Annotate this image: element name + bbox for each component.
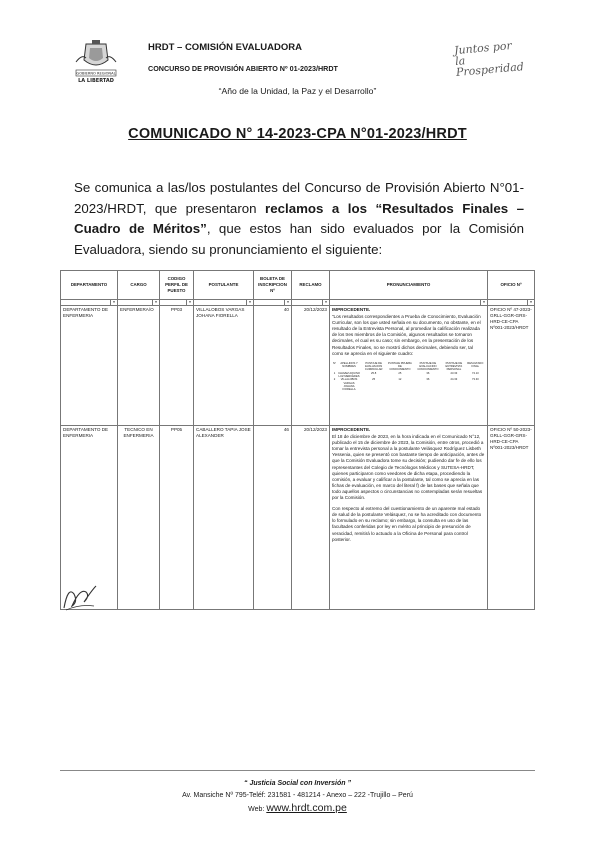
header-subtitle: CONCURSO DE PROVISIÓN ABIERTO Nº 01-2023/HRDT [148, 64, 338, 73]
cell-cargo: TECNICO EN ENFERMERIA [118, 426, 160, 610]
filter-dropdown-icon[interactable]: ▾ [152, 300, 159, 305]
col-header-codigo: CODIGO PERFIL DE PUESTO [160, 271, 194, 300]
mini-cell: 74.13 [471, 371, 479, 375]
filter-dropdown-icon[interactable]: ▾ [246, 300, 253, 305]
mini-header: Nº [333, 361, 336, 365]
verdict-label: IMPROCEDENTE. [332, 307, 371, 312]
claims-table [60, 270, 535, 610]
cell-codigo: PP03 [160, 306, 194, 426]
mini-cell: 25 [398, 371, 402, 375]
year-name: “Año de la Unidad, la Paz y el Desarrollo” [218, 86, 377, 96]
col-header-cargo: CARGO [118, 271, 160, 300]
mini-cell: 12 [398, 378, 402, 382]
svg-text:GOBIERNO REGIONAL: GOBIERNO REGIONAL [76, 71, 116, 76]
cell-postulante: CABALLERO TAPIA JOSE ALEXANDER [194, 426, 254, 610]
table-row [61, 426, 535, 610]
filter-dropdown-icon[interactable]: ▾ [110, 300, 117, 305]
cell-postulante: VILLALOBOS VARGAS JOHANA FIORELLA [194, 306, 254, 426]
intro-bold-claims: reclamos a los “Resultados Finales – Cuadro de Méritos” [74, 200, 524, 236]
filter-dropdown-icon[interactable]: ▾ [322, 300, 329, 305]
svg-text:LA LIBERTAD: LA LIBERTAD [78, 78, 114, 84]
cell-reclamo: 20/12/2023 [292, 306, 330, 426]
mini-cell: 73.33 [471, 378, 479, 382]
footer-web [0, 802, 595, 816]
mini-table-row [332, 378, 485, 391]
intro-text-end: , que estos han sido evaluados por la Comisión Evaluadora, siendo su pronunciamiento el siguiente: [74, 221, 524, 257]
filter-row [61, 300, 535, 306]
intro-paragraph [74, 178, 524, 260]
footer-motto: “ Justicia Social con Inversión ” [244, 780, 351, 787]
mini-header: PUNTAJE DE ENTREVISTA PERSONAL [445, 361, 463, 372]
mini-cell: 25 [372, 378, 376, 382]
col-header-reclamo: RECLAMO [292, 271, 330, 300]
mini-header: RESULTADO FINAL [467, 361, 484, 369]
pronouncement-text: El 18 de diciembre de 2023, en la hora indicada en el Comunicado N°12, publicado el 15 de diciembre de 2023, la Comisión, entre otros, procedió a tomar la entrevista personal a la postulante Velásquez Rodríguez Lisbeth Yessenia, quien se presentó con bastante tiempo de anticipación, antes de que la Comisión Evaluadora tome su decisión; pudiendo dar fe de ello los representantes del Colegio de Tecnólogos Médicos y SUTESA-HRDT, quienes participaron como veedores de dicha etapa, procediendo la comisión, a evaluar y calificar a la postulante, tal como se aprecia en las fichas de evaluación, en marco del literal f) de las bases que señala que todo aquellos aspectos o circunstancias no contempladas serán resueltas por la Comisión. [332, 434, 485, 501]
cell-pronunciamiento [330, 306, 488, 426]
filter-dropdown-icon[interactable]: ▾ [284, 300, 291, 305]
col-header-oficio: OFICIO Nº [488, 271, 535, 300]
website-link[interactable]: www.hrdt.com.pe [266, 802, 347, 814]
communique-title: COMUNICADO N° 14-2023-CPA N°01-2023/HRDT [128, 126, 467, 142]
table-header-row [61, 271, 535, 300]
table-row [61, 306, 535, 426]
pronouncement-text: “Los resultados correspondientes a Prueba de Conocimiento, Evaluación Curricular, son los que usted señala en su documento, no obstante, en el resultado de la Entrevista Personal, al promediar la calificación realizada de los tres miembros de la Comisión, algunos resultados se tornaron decimales, el cual es su caso; sin embargo, en la presentación de los Resultados Finales, no se mostró dichos decimales, debiendo ser, tal como se aprecia en el siguiente cuadro: [332, 314, 481, 356]
mini-cell: 1 [333, 371, 336, 375]
cell-reclamo: 20/12/2023 [292, 426, 330, 610]
footer-divider [60, 770, 535, 771]
mini-table-header [332, 362, 485, 372]
cell-departamento: DEPARTAMENTO DE ENFERMERIA [61, 306, 118, 426]
mini-header: PUNTAJE DE EVALUACION CURRICULAR [364, 361, 383, 372]
mini-cell: 2 [333, 378, 336, 382]
cell-cargo: ENFERMERA/O [118, 306, 160, 426]
cell-oficio: OFICIO Nº 50-2023-GRLL-GGR-GRS-HRD-CE-CPA Nº001-2023/HRDT [488, 426, 535, 610]
mini-header: PUNTAJE PRUEBA DE CONOCIMIENTO [387, 361, 412, 372]
footer-address: Av. Mansiche Nº 795-Teléf: 231581 - 481214 - Anexo – 222 -Trujillo – Perú [182, 792, 413, 799]
handwritten-signature [60, 580, 100, 614]
cell-codigo: PP05 [160, 426, 194, 610]
cell-boleta: 46 [254, 426, 292, 610]
cell-boleta: 40 [254, 306, 292, 426]
mini-cell: 23.33 [450, 371, 458, 375]
mini-cell: VILLALOBOS VARGAS JOHANA FIORELLA [340, 378, 358, 392]
filter-dropdown-icon[interactable]: ▾ [186, 300, 193, 305]
pronouncement-text-2: Con respecto al extremo del cuestionamiento de un aparente mal estado de salud de la postulante Velásquez, no se ha acreditado con documento lo formulado en su reclamo; sin embargo, la consulta en uso de las facultades conferidas por ley en mérito al principio de presunción de veracidad, remitirá lo actuado a la Oficina de Personal para control posterior. [332, 506, 482, 542]
cell-departamento: DEPARTAMENTO DE ENFERMERIA [61, 426, 118, 610]
mini-header: APELLIDOS Y NOMBRES [340, 361, 358, 369]
cell-pronunciamiento [330, 426, 488, 610]
verdict-label: IMPROCEDENTE. [332, 427, 371, 432]
mini-cell: 36 [426, 378, 430, 382]
filter-dropdown-icon[interactable]: ▾ [480, 300, 487, 305]
mini-header: PUNTAJE DE EVALUACION CONOCIMIENTO [417, 361, 439, 372]
results-mini-table [332, 362, 485, 392]
footer [0, 778, 595, 816]
web-label: Web: [248, 806, 265, 813]
mini-cell: CHAVEZ AQUINO LUZ MERCEDES [338, 371, 360, 378]
mini-cell: 36 [426, 371, 430, 375]
filter-dropdown-icon[interactable]: ▾ [527, 300, 534, 305]
col-header-pronunciamiento: PRONUNCIAMIENTO [330, 271, 488, 300]
col-header-boleta: BOLETA DE INSCRIPCION Nº [254, 271, 292, 300]
regional-government-crest-logo [72, 40, 120, 86]
col-header-departamento: DEPARTAMENTO [61, 271, 118, 300]
prosperity-slogan-logo: Juntos por la Prosperidad [453, 39, 525, 79]
mini-cell: 25.8 [371, 371, 377, 375]
intro-text-start: Se comunica a las/los postulantes del Concurso de Provisión Abierto N°01-2023/HRDT, que presentaron [74, 180, 524, 216]
mini-cell: 24.33 [450, 378, 458, 382]
header-title: HRDT – COMISIÓN EVALUADORA [148, 42, 302, 53]
cell-oficio: OFICIO Nº 47-2023-GRLL-GGR-GRS-HRD-CE-CPA Nº001-2023/HRDT [488, 306, 535, 426]
col-header-postulante: POSTULANTE [194, 271, 254, 300]
